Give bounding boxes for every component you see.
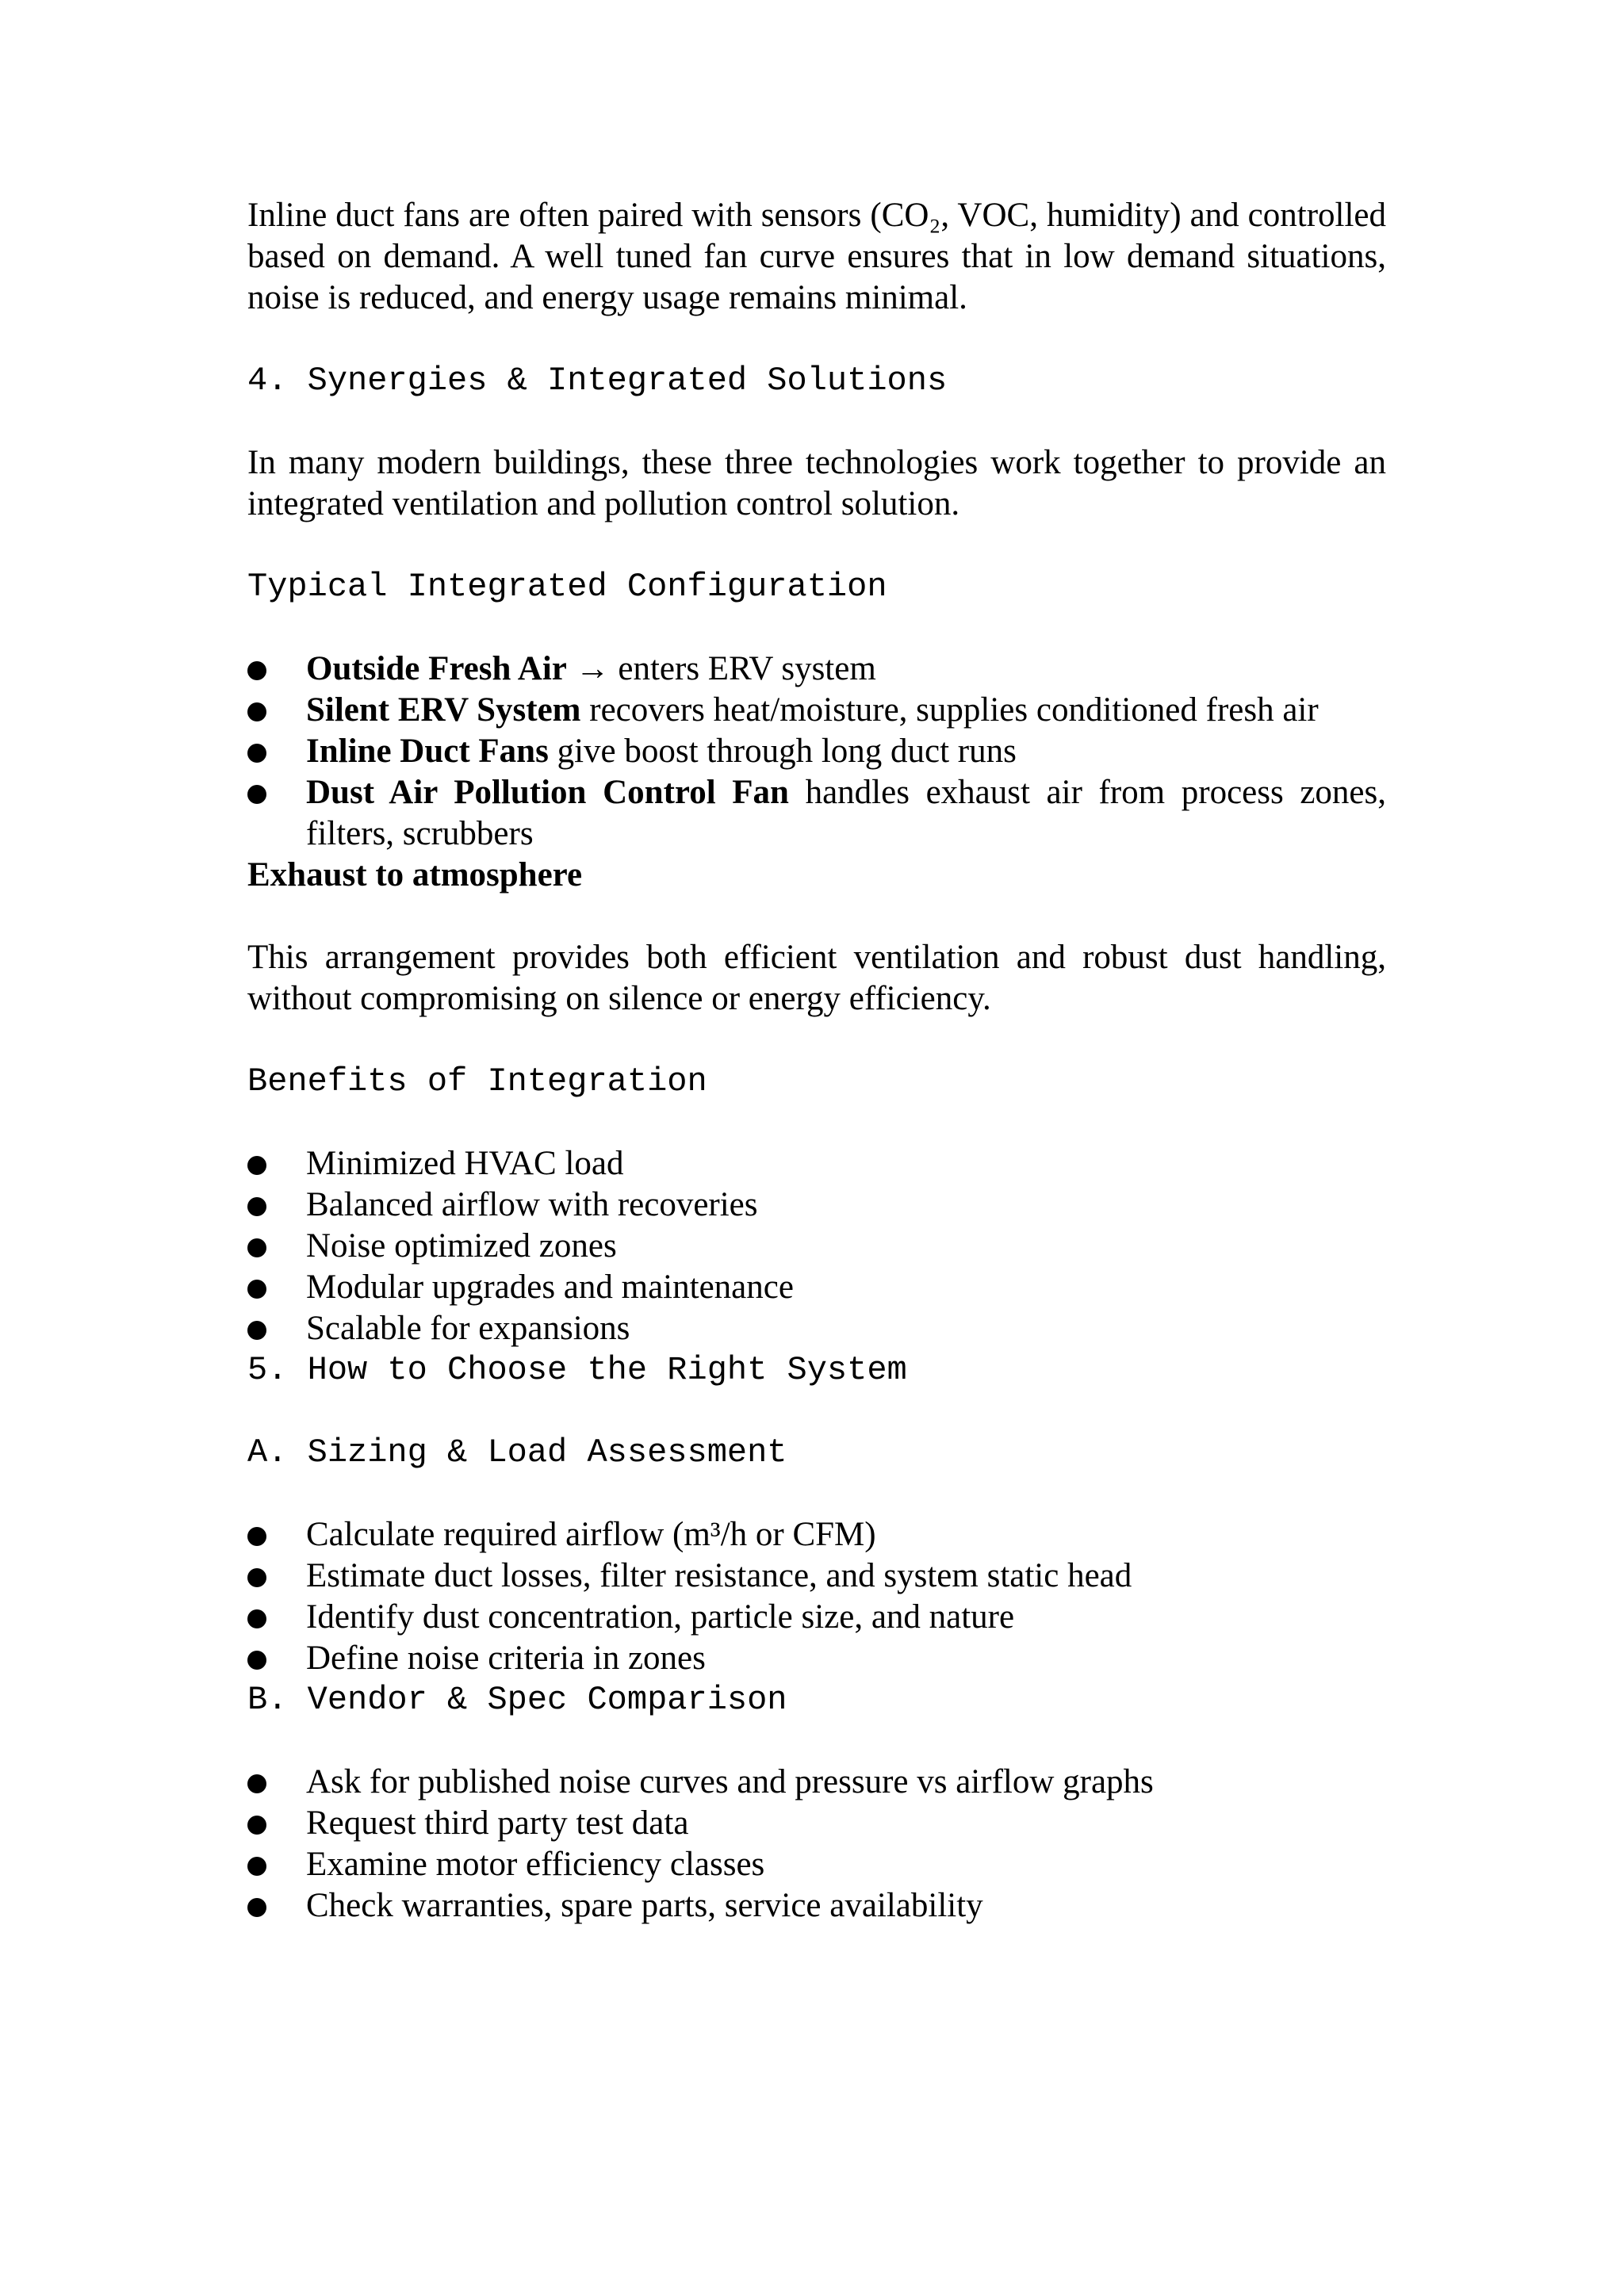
bullet-icon — [247, 1156, 266, 1175]
bullet-icon — [247, 1609, 266, 1628]
list-item-text: Examine motor efficiency classes — [306, 1846, 765, 1883]
list-item-text: handles exhaust air from process zones, filters, scrubbers — [306, 774, 1386, 852]
list-item — [247, 772, 1386, 855]
list-item-text: → enters ERV system — [566, 650, 876, 687]
bullet-icon — [247, 1898, 266, 1917]
list-item-text: give boost through long duct runs — [548, 733, 1017, 770]
list-item — [247, 649, 1386, 690]
typical-config-list — [247, 649, 1386, 855]
list-item-bold: Dust Air Pollution Control Fan — [306, 774, 789, 811]
list-item-bold: Inline Duct Fans — [306, 733, 549, 770]
list-item-text: Noise optimized zones — [306, 1227, 617, 1265]
bullet-icon — [247, 744, 266, 763]
list-item — [247, 1143, 1386, 1184]
bullet-icon — [247, 661, 266, 680]
list-item-text: Scalable for expansions — [306, 1310, 630, 1347]
intro-paragraph: Inline duct fans are often paired with sensors (CO₂, VOC, humidity) and controlled based on demand. A well tuned fan curve ensures that in low demand situations, noise is reduced, and energy usage remains minimal. — [247, 197, 1386, 316]
list-item-text: Ask for published noise curves and pressure vs airflow graphs — [306, 1763, 1154, 1800]
list-item-text: Request third party test data — [306, 1804, 689, 1842]
list-item — [247, 1308, 1386, 1349]
list-item — [247, 1597, 1386, 1638]
list-item — [247, 1638, 1386, 1679]
bullet-icon — [247, 1527, 266, 1546]
list-item-text: Modular upgrades and maintenance — [306, 1269, 794, 1306]
list-item-text: Calculate required airflow (m³/h or CFM) — [306, 1516, 876, 1553]
section-a-heading: A. Sizing & Load Assessment — [247, 1433, 787, 1471]
bullet-icon — [247, 1280, 266, 1299]
bullet-icon — [247, 1651, 266, 1670]
list-item — [247, 1267, 1386, 1308]
list-item-text: Identify dust concentration, particle size, and nature — [306, 1598, 1015, 1636]
section-4-heading: 4. Synergies & Integrated Solutions — [247, 362, 948, 400]
list-item-text: recovers heat/moisture, supplies conditioned fresh air — [580, 691, 1319, 729]
bullet-icon — [247, 702, 266, 721]
bullet-icon — [247, 1774, 266, 1793]
benefits-list — [247, 1143, 1386, 1349]
section-5-heading: 5. How to Choose the Right System — [247, 1351, 907, 1389]
typical-config-heading: Typical Integrated Configuration — [247, 568, 887, 606]
list-item — [247, 1226, 1386, 1267]
list-item — [247, 1885, 1386, 1927]
exhaust-label: Exhaust to atmosphere — [247, 856, 583, 894]
arrangement-paragraph: This arrangement provides both efficient ventilation and robust dust handling, without compromising on silence or energy efficiency. — [247, 939, 1386, 1017]
list-item-text: Check warranties, spare parts, service availability — [306, 1887, 983, 1924]
bullet-icon — [247, 1568, 266, 1587]
list-item-text: Balanced airflow with recoveries — [306, 1186, 758, 1223]
section-4-paragraph: In many modern buildings, these three technologies work together to provide an integrated ventilation and pollution control solution. — [247, 444, 1386, 522]
list-item — [247, 1844, 1386, 1885]
list-item-text: Define noise criteria in zones — [306, 1640, 706, 1677]
list-item — [247, 1556, 1386, 1597]
vendor-list — [247, 1762, 1386, 1927]
list-item-text: Minimized HVAC load — [306, 1145, 624, 1182]
bullet-icon — [247, 1197, 266, 1216]
list-item-bold: Outside Fresh Air — [306, 650, 567, 687]
list-item — [247, 731, 1386, 772]
list-item — [247, 1514, 1386, 1556]
bullet-icon — [247, 785, 266, 804]
list-item — [247, 1762, 1386, 1803]
bullet-icon — [247, 1238, 266, 1257]
list-item-bold: Silent ERV System — [306, 691, 581, 729]
section-b-heading: B. Vendor & Spec Comparison — [247, 1681, 787, 1719]
list-item — [247, 690, 1386, 731]
benefits-heading: Benefits of Integration — [247, 1062, 707, 1100]
list-item — [247, 1184, 1386, 1226]
bullet-icon — [247, 1321, 266, 1340]
bullet-icon — [247, 1857, 266, 1876]
document-content — [247, 195, 1386, 1927]
list-item — [247, 1803, 1386, 1844]
bullet-icon — [247, 1816, 266, 1835]
sizing-list — [247, 1514, 1386, 1679]
list-item-text: Estimate duct losses, filter resistance, and system static head — [306, 1557, 1132, 1594]
